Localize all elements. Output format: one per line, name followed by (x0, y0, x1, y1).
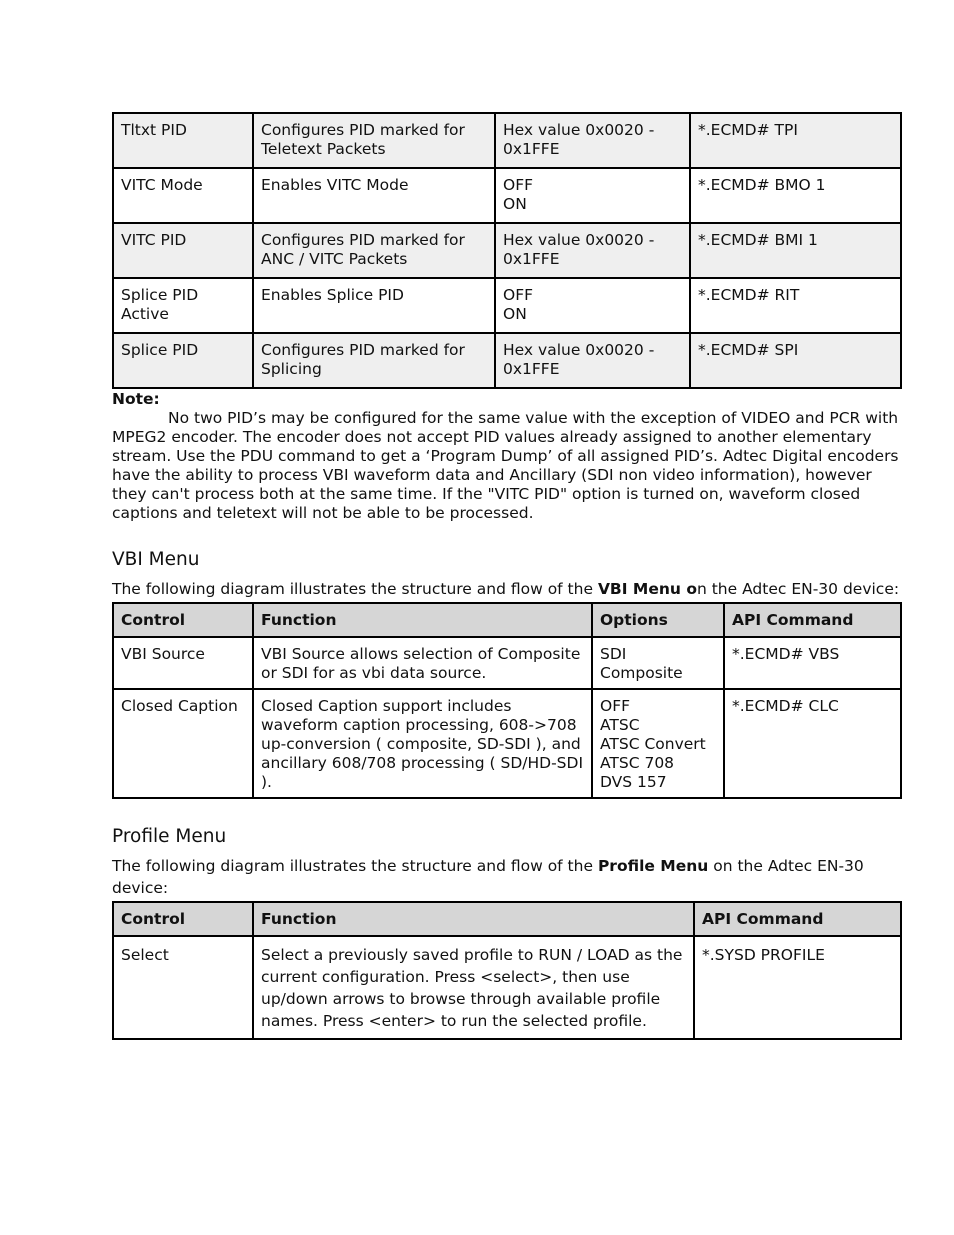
options-cell: Hex value 0x0020 - 0x1FFE (495, 113, 690, 168)
table-row (113, 637, 901, 689)
function-cell: Configures PID marked for ANC / VITC Packets (253, 223, 495, 278)
profile-menu-table (112, 901, 902, 1040)
api-command-cell: *.ECMD# BMO 1 (690, 168, 901, 223)
function-cell: Enables VITC Mode (253, 168, 495, 223)
options-cell: Hex value 0x0020 - 0x1FFE (495, 333, 690, 388)
function-cell: Enables Splice PID (253, 278, 495, 333)
table-row (113, 168, 901, 223)
header-options: Options (592, 603, 724, 637)
header-api-command: API Command (724, 603, 901, 637)
table-row (113, 113, 901, 168)
control-cell: Splice PID (113, 333, 253, 388)
api-command-cell: *.ECMD# TPI (690, 113, 901, 168)
header-function: Function (253, 902, 694, 936)
note-text: No two PID’s may be configured for the same value with the exception of VIDEO and PCR with MPEG2 encoder. The encoder does not accept PID values already assigned to another elementary stream. Use the PDU command to get a ‘Program Dump’ of all assigned PID’s. Adtec Digital encoders have the ability to process VBI waveform data and Ancillary (SDI non video information), however they can't process both at the same time. If the "VITC PID" option is turned on, waveform closed captions and teletext will not be able to be processed. (112, 409, 899, 522)
header-function: Function (253, 603, 592, 637)
table-row (113, 278, 901, 333)
header-control: Control (113, 603, 253, 637)
table-row (113, 223, 901, 278)
profile-intro (112, 855, 900, 899)
api-command-cell: *.ECMD# SPI (690, 333, 901, 388)
control-cell: VITC PID (113, 223, 253, 278)
header-row (113, 902, 901, 936)
vbi-intro (112, 578, 900, 600)
function-cell: Select a previously saved profile to RUN / LOAD as the current configuration. Press <select>, then use up/down arrows to browse through available profile names. Press <enter> to run the selected profile. (253, 936, 694, 1039)
function-cell: Configures PID marked for Teletext Packets (253, 113, 495, 168)
vbi-menu-table (112, 602, 902, 799)
api-command-cell: *.SYSD PROFILE (694, 936, 901, 1039)
function-cell: VBI Source allows selection of Composite or SDI for as vbi data source. (253, 637, 592, 689)
note-paragraph (112, 409, 900, 523)
function-cell: Closed Caption support includes waveform caption processing, 608->708 up-conversion ( composite, SD-SDI ), and ancillary 608/708 processing ( SD/HD-SDI ). (253, 689, 592, 798)
api-command-cell: *.ECMD# BMI 1 (690, 223, 901, 278)
api-command-cell: *.ECMD# VBS (724, 637, 901, 689)
vbi-menu-heading: VBI Menu (112, 549, 200, 570)
control-cell: Closed Caption (113, 689, 253, 798)
intro-text: The following diagram illustrates the structure and flow of the (112, 580, 598, 598)
intro-bold-text: VBI Menu o (597, 580, 697, 598)
options-cell: Hex value 0x0020 - 0x1FFE (495, 223, 690, 278)
function-cell: Configures PID marked for Splicing (253, 333, 495, 388)
profile-menu-heading: Profile Menu (112, 826, 227, 847)
table-row (113, 689, 901, 798)
intro-bold-text: Profile Menu (597, 857, 709, 875)
control-cell: VITC Mode (113, 168, 253, 223)
header-api-command: API Command (694, 902, 901, 936)
api-command-cell: *.ECMD# CLC (724, 689, 901, 798)
intro-text: n the Adtec EN-30 device: (696, 580, 900, 598)
options-cell: SDI Composite (592, 637, 724, 689)
api-command-cell: *.ECMD# RIT (690, 278, 901, 333)
document-page (112, 112, 900, 1040)
table-row (113, 936, 901, 1039)
pid-settings-table (112, 112, 902, 389)
intro-text: on the Adtec EN-30 device: (112, 857, 864, 897)
control-cell: VBI Source (113, 637, 253, 689)
note-label: Note: (112, 390, 160, 408)
control-cell: Select (113, 936, 253, 1039)
header-row (113, 603, 901, 637)
options-cell: OFF ON (495, 278, 690, 333)
control-cell: Tltxt PID (113, 113, 253, 168)
header-control: Control (113, 902, 253, 936)
options-cell: OFF ATSC ATSC Convert ATSC 708 DVS 157 (592, 689, 724, 798)
options-cell: OFF ON (495, 168, 690, 223)
table-row (113, 333, 901, 388)
intro-text: The following diagram illustrates the structure and flow of the (112, 857, 598, 875)
control-cell: Splice PID Active (113, 278, 253, 333)
